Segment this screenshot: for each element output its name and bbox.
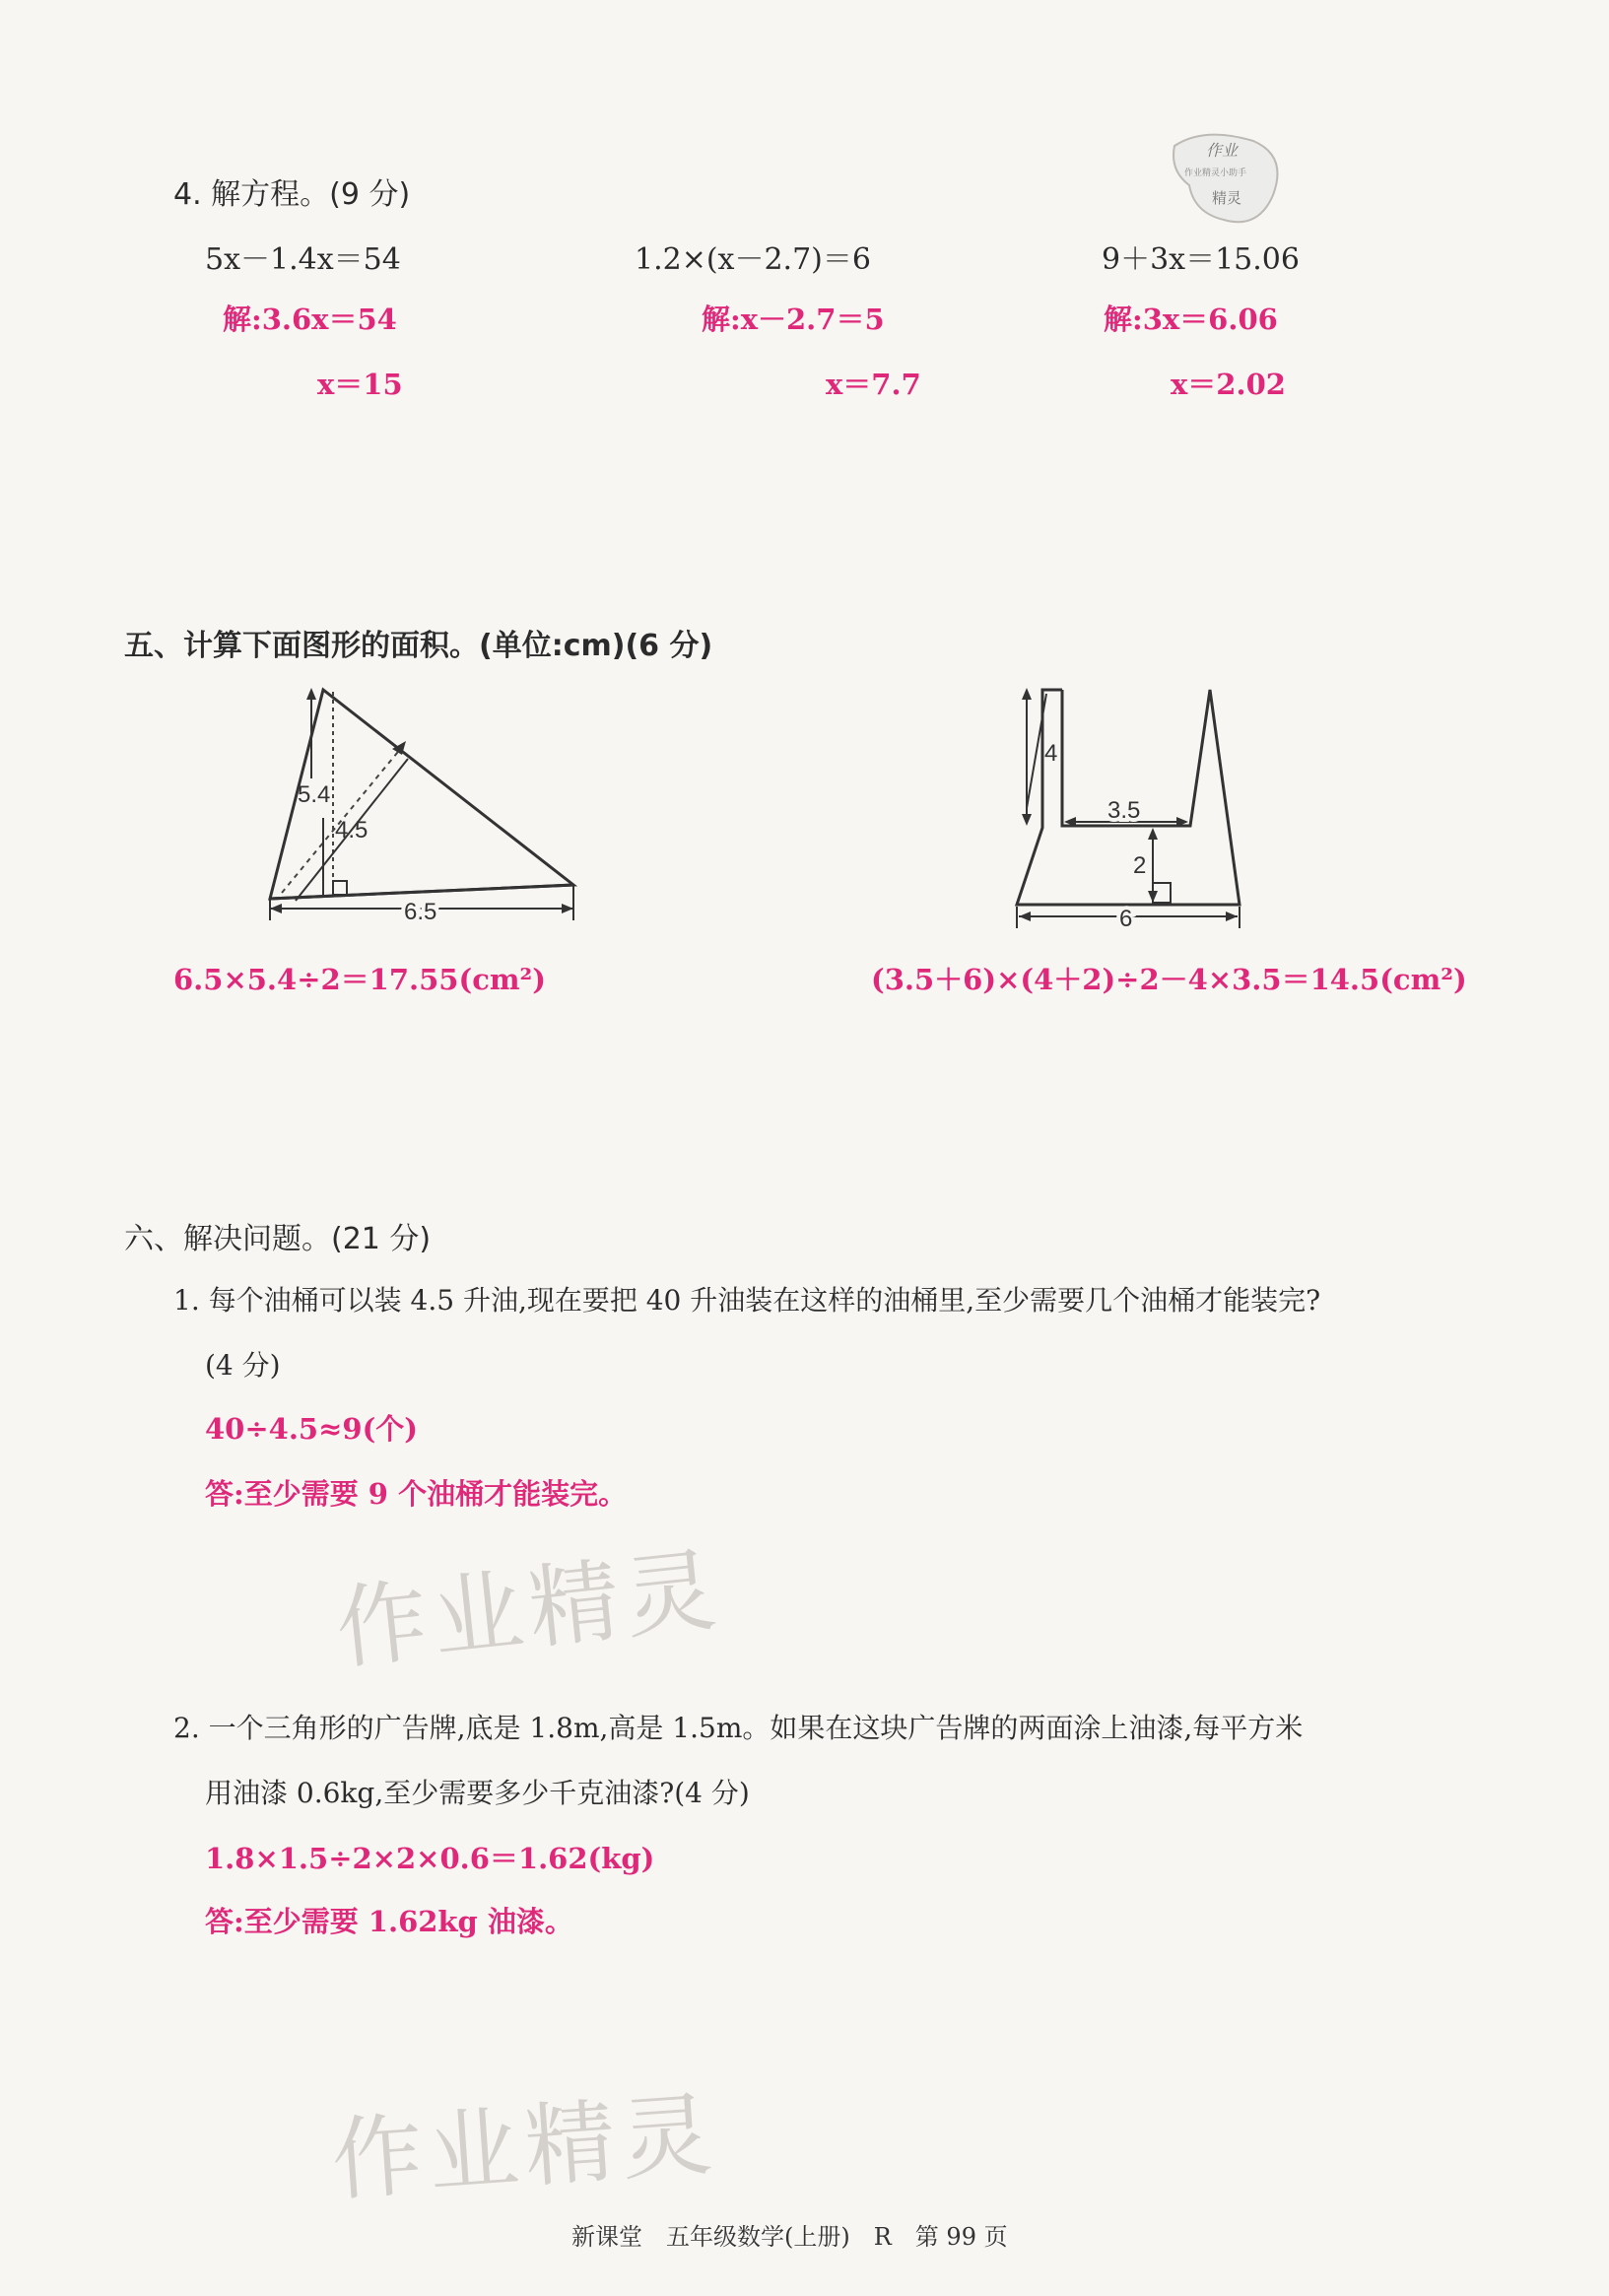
fig2-label-h: 4 [1044, 740, 1058, 767]
q4-sol2a: 解:x－2.7＝5 [702, 303, 885, 336]
q4-title: 4. 解方程。(9 分) [173, 177, 411, 212]
triangle-figure [256, 680, 591, 926]
sec6-p2-ans1: 1.8×1.5÷2×2×0.6＝1.62(kg) [205, 1842, 655, 1875]
sec6-title: 六、解决问题。(21 分) [124, 1222, 432, 1256]
composite-figure [1005, 680, 1261, 936]
q4-eq1: 5x－1.4x＝54 [205, 242, 401, 277]
stamp-logo [1165, 126, 1293, 235]
stamp-mid-text: 作业精灵小助手 [1184, 169, 1247, 178]
fig1-label-h2: 4.5 [335, 817, 369, 844]
sec5-title: 五、计算下面图形的面积。(单位:cm)(6 分) [124, 629, 713, 663]
q4-sol1a: 解:3.6x＝54 [223, 303, 397, 336]
q4-eq3: 9＋3x＝15.06 [1102, 242, 1300, 277]
q4-eq2: 1.2×(x－2.7)＝6 [635, 242, 871, 277]
sec6-p1-line1: 1. 每个油桶可以装 4.5 升油,现在要把 40 升油装在这样的油桶里,至少需要几个油桶才能装完? [173, 1284, 1321, 1317]
sec6-p2-line2: 用油漆 0.6kg,至少需要多少千克油漆?(4 分) [205, 1777, 750, 1809]
q4-sol3b: x＝2.02 [1171, 368, 1286, 401]
fig2-label-h2: 2 [1133, 852, 1147, 879]
stamp-top-text: 作业 [1206, 141, 1239, 160]
fig2-label-w: 3.5 [1107, 797, 1141, 824]
sec6-p2-line1: 2. 一个三角形的广告牌,底是 1.8m,高是 1.5m。如果在这块广告牌的两面涂上油漆,每平方米 [173, 1712, 1304, 1744]
sec6-p1-ans1: 40÷4.5≈9(个) [205, 1412, 419, 1446]
sec6-p1-line2: (4 分) [205, 1349, 281, 1382]
fig1-label-h: 5.4 [298, 781, 331, 808]
sec5-ans2: (3.5＋6)×(4＋2)÷2－4×3.5＝14.5(cm²) [871, 963, 1467, 996]
q4-sol1b: x＝15 [317, 368, 403, 401]
page-footer: 新课堂 五年级数学(上册) R 第 99 页 [571, 2223, 1008, 2251]
watermark-2: 作业精灵 [328, 2081, 721, 2214]
sec6-p2-ans2: 答:至少需要 1.62kg 油漆。 [205, 1905, 573, 1938]
sec5-ans1: 6.5×5.4÷2＝17.55(cm²) [173, 963, 546, 996]
watermark-1: 作业精灵 [331, 1536, 727, 1683]
stamp-bottom-text: 精灵 [1212, 189, 1242, 207]
sec6-p1-ans2: 答:至少需要 9 个油桶才能装完。 [205, 1477, 628, 1511]
q4-sol3a: 解:3x＝6.06 [1104, 303, 1278, 336]
fig1-label-base: 6.5 [404, 899, 437, 925]
fig2-label-base: 6 [1119, 906, 1133, 932]
q4-sol2b: x＝7.7 [826, 368, 921, 401]
